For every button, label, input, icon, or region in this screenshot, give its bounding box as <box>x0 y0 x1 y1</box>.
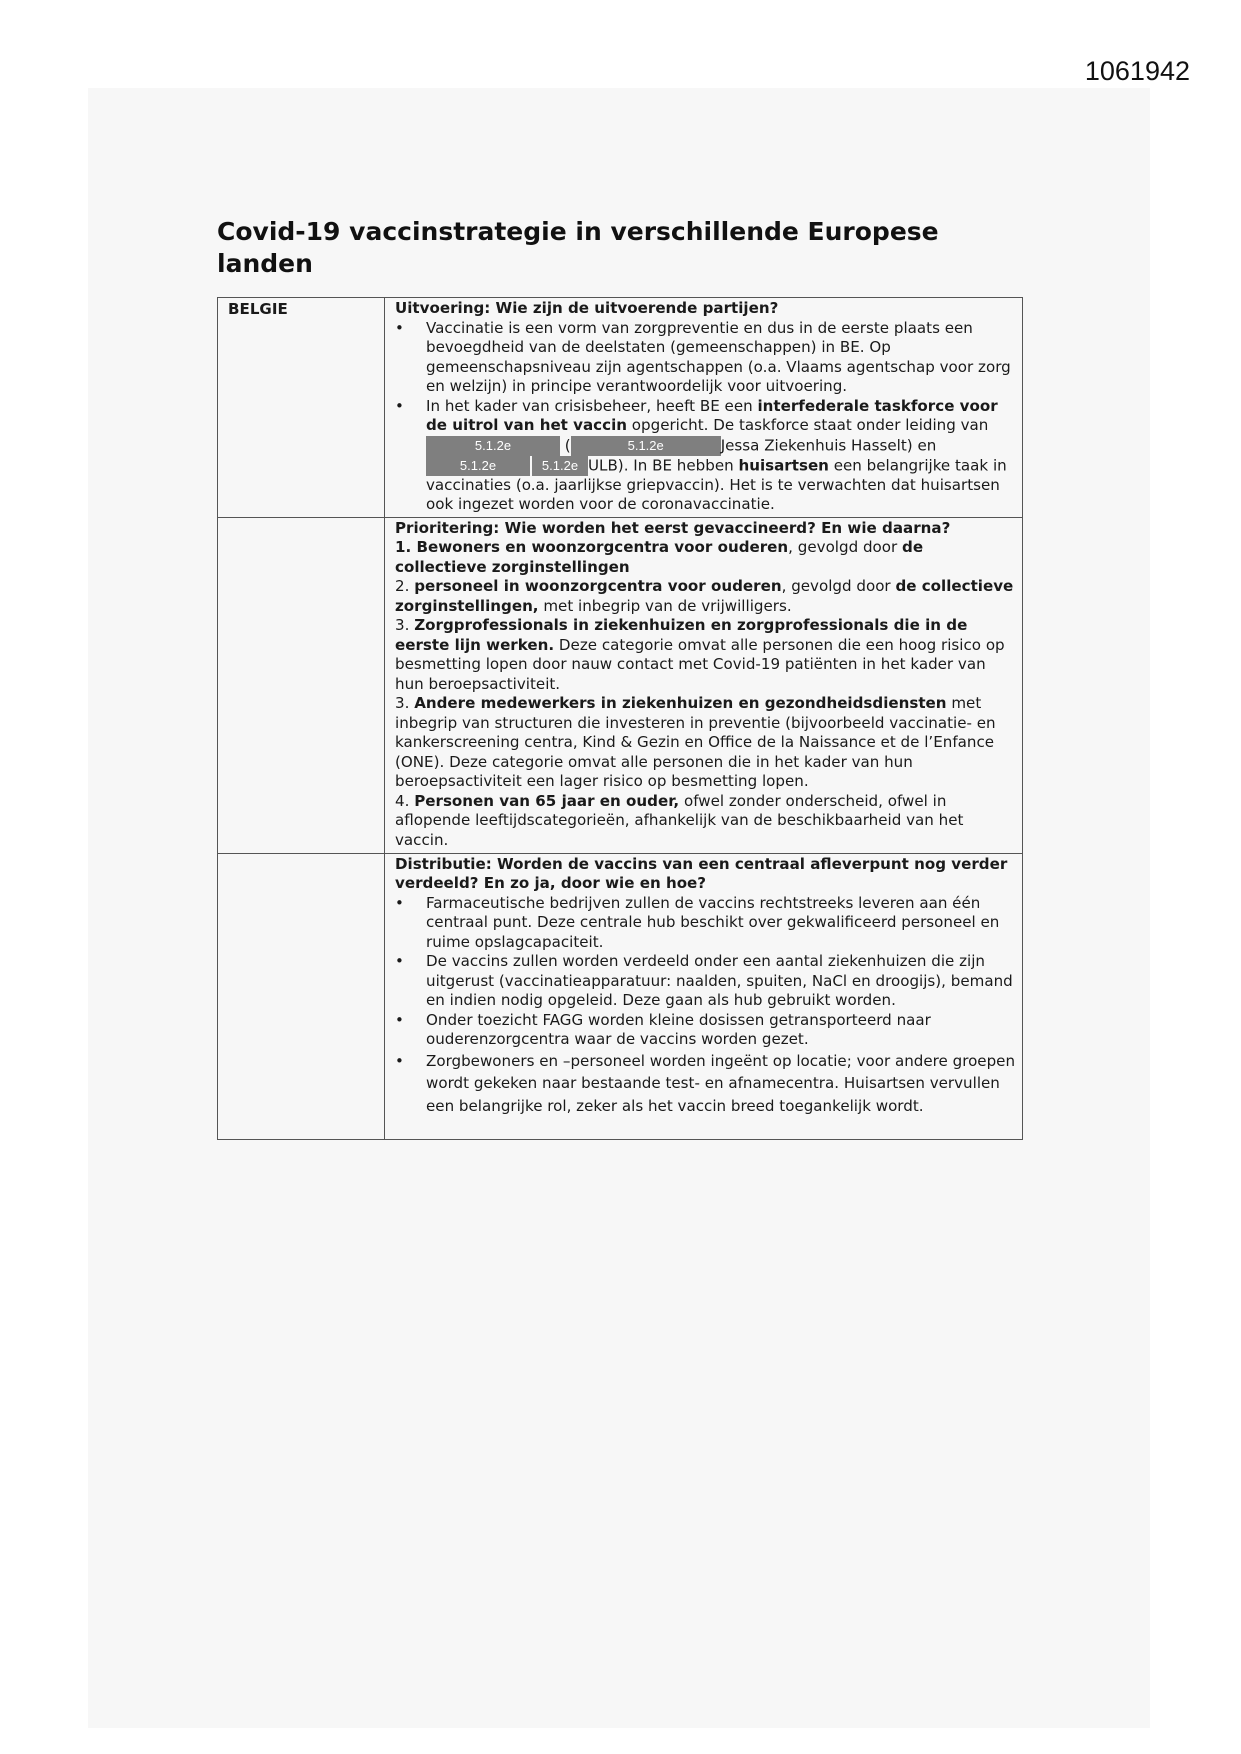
bold-fragment: Personen van 65 jaar en ouder, <box>414 791 680 810</box>
text-fragment: 3. <box>395 616 415 634</box>
text-fragment: Jessa Ziekenhuis Hasselt) en <box>720 436 937 454</box>
table-row-uitvoering <box>218 298 1023 518</box>
strategy-table <box>217 297 1023 1140</box>
redaction-box: 5.1.2e <box>426 436 560 456</box>
empty-country-cell <box>218 853 385 1139</box>
bold-fragment: 1. Bewoners en woonzorgcentra voor ouderen <box>395 538 789 556</box>
bold-fragment: personeel in woonzorgcentra voor ouderen <box>414 577 782 595</box>
text-fragment: opgericht. De taskforce staat onder leiding van <box>627 416 989 434</box>
bold-fragment: de collectieve zorginstellingen <box>395 538 924 576</box>
list-item: • Zorgbewoners en –personeel worden ingeënt op locatie; voor andere groepen wordt gekeken naar bestaande test- en afnamecentra. Huisartsen vervullen een belangrijke rol, zeker als het vaccin breed toegankelijk wordt. <box>395 1050 1016 1118</box>
table-row-prioritering <box>218 517 1023 853</box>
text-fragment: , gevolgd door <box>788 538 903 556</box>
list-item: • De vaccins zullen worden verdeeld onder een aantal ziekenhuizen die zijn uitgerust (vaccinatieapparatuur: naalden, spuiten, NaCl en droogijs), bemand en indien nodig opgeleid. Deze gaan als hub gebruikt worden. <box>395 952 1016 1011</box>
bold-fragment: huisartsen <box>738 456 829 474</box>
priority-item-5 <box>395 792 1016 851</box>
prioritering-heading: Prioritering: Wie worden het eerst gevaccineerd? En wie daarna? <box>395 518 951 537</box>
bold-fragment: Zorgprofessionals in ziekenhuizen en zorgprofessionals die in de eerste lijn werken. <box>395 616 968 654</box>
priority-item-4 <box>395 694 1016 792</box>
empty-country-cell <box>218 517 385 853</box>
uitvoering-heading: Uitvoering: Wie zijn de uitvoerende partijen? <box>395 299 779 317</box>
text-fragment: een belangrijke taak in vaccinaties (o.a. jaarlijkse griepvaccin). Het is te verwachten dat huisartsen ook ingezet worden voor de coronavaccinatie. <box>426 456 1007 513</box>
text-fragment: ofwel zonder onderscheid, ofwel in aflopende leeftijdscategorieën, afhankelijk van de beschikbaarheid van het vaccin. <box>395 791 964 849</box>
distributie-cell <box>385 853 1023 1139</box>
distributie-bullet-list <box>395 894 1016 1118</box>
text-fragment: ULB). In BE hebben <box>588 456 739 474</box>
priority-item-2 <box>395 577 1016 616</box>
prioritering-cell <box>385 517 1023 853</box>
uitvoering-bullet-list <box>395 319 1016 515</box>
bold-fragment: Andere medewerkers in ziekenhuizen en gezondheidsdiensten <box>414 694 947 712</box>
text-fragment: , gevolgd door <box>781 577 896 595</box>
text-fragment: 3. <box>395 694 415 712</box>
document-title: Covid-19 vaccinstrategie in verschillende Europese landen <box>217 217 939 278</box>
distributie-heading: Distributie: Worden de vaccins van een centraal afleverpunt nog verder verdeeld? En zo ja, door wie en hoe? <box>395 854 1008 892</box>
text-fragment: Deze categorie omvat alle personen die een hoog risico op besmetting lopen door nauw contact met Covid-19 patiënten in het kader van hun beroepsactiviteit. <box>395 635 1005 693</box>
text-fragment: ( <box>560 436 571 454</box>
country-cell: BELGIE <box>218 298 385 518</box>
document-number: 1061942 <box>1084 56 1190 86</box>
bold-fragment: interfederale taskforce voor de uitrol van het vaccin <box>426 396 998 434</box>
priority-item-1 <box>395 538 1016 577</box>
text-fragment: 4. <box>395 791 415 810</box>
list-item <box>395 397 1016 515</box>
bold-fragment: de collectieve zorginstellingen, <box>395 577 1014 615</box>
list-item: • Vaccinatie is een vorm van zorgpreventie en dus in de eerste plaats een bevoegdheid van de deelstaten (gemeenschappen) in BE. Op gemeenschapsniveau zijn agentschappen (o.a. Vlaams agentschap voor zorg en welzijn) in principe verantwoordelijk voor uitvoering. <box>395 319 1016 397</box>
list-item: • Farmaceutische bedrijven zullen de vaccins rechtstreeks leveren aan één centraal punt. Deze centrale hub beschikt over gekwalificeerd personeel en ruime opslagcapaciteit. <box>395 894 1016 953</box>
text-fragment: In het kader van crisisbeheer, heeft BE een <box>426 396 758 415</box>
redaction-box: 5.1.2e <box>426 456 530 476</box>
table-row-distributie <box>218 853 1023 1139</box>
priority-item-3 <box>395 616 1016 694</box>
list-item: • Onder toezicht FAGG worden kleine dosissen getransporteerd naar ouderenzorgcentra waar de vaccins worden gezet. <box>395 1011 1016 1050</box>
uitvoering-cell <box>385 298 1023 518</box>
redaction-box: 5.1.2e <box>571 436 721 456</box>
text-fragment: met inbegrip van structuren die investeren in preventie (bijvoorbeeld vaccinatie- en kankerscreening centra, Kind & Gezin en Office de la Naissance et de l’Enfance (ONE). Deze categorie omvat alle personen die in het kader van hun beroepsactiviteit een lager risico op besmetting lopen. <box>395 694 996 790</box>
text-fragment: 2. <box>395 577 415 595</box>
text-fragment: met inbegrip van de vrijwilligers. <box>538 596 792 615</box>
redaction-box: 5.1.2e <box>532 456 588 476</box>
